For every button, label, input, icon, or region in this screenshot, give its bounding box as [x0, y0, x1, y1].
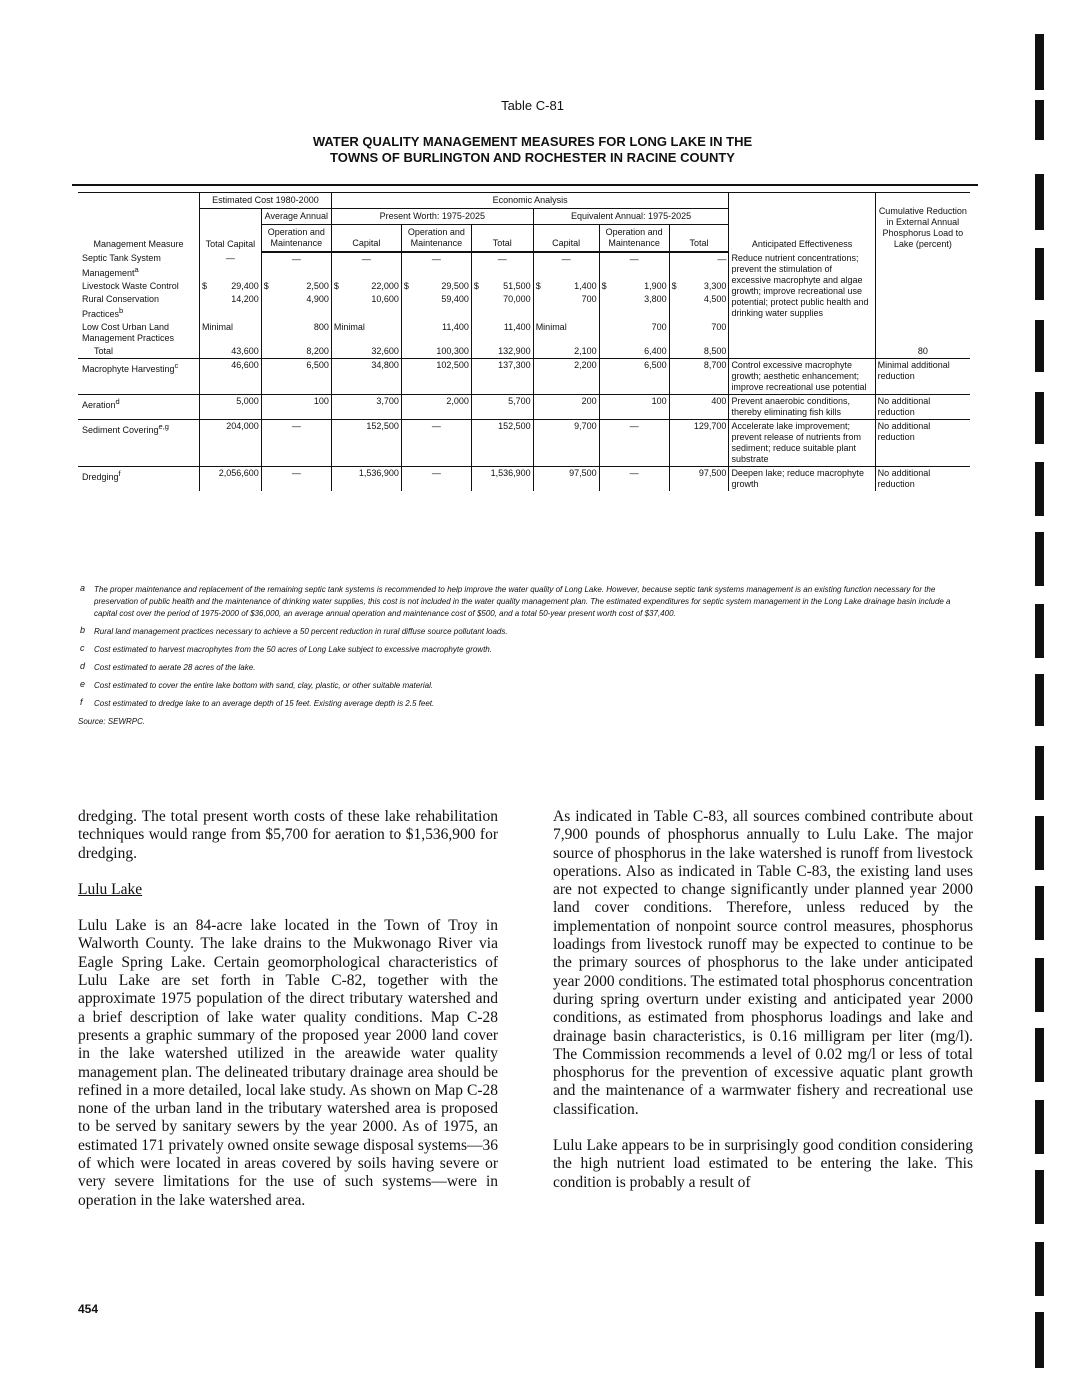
- cell-ea-capital: —: [533, 252, 599, 280]
- scan-mark: [1035, 816, 1044, 870]
- cell-ea-om: —: [599, 252, 669, 280]
- cell-total-capital: $ 29,400: [200, 280, 262, 293]
- cell-pw-capital: $ 22,000: [331, 280, 401, 293]
- header-pw-total: Total: [471, 225, 533, 253]
- cell-pw-capital: 3,700: [331, 395, 401, 420]
- row-measure: Livestock Waste Control: [78, 280, 200, 293]
- cell-ea-capital: 200: [533, 395, 599, 420]
- cell-pw-capital: 1,536,900: [331, 467, 401, 492]
- cell-avg-om: 800: [261, 321, 331, 345]
- table-title: [0, 134, 1065, 166]
- cell-pw-total: 137,300: [471, 359, 533, 395]
- cell-pw-om: 59,400: [401, 293, 471, 321]
- effectiveness-macrophyte: Control excessive macrophyte growth; aesthetic enhancement; improve recreational use potential: [729, 359, 875, 395]
- cell-avg-om: 4,900: [261, 293, 331, 321]
- cell-total-capital: 2,056,600: [200, 467, 262, 492]
- cell-pw-total: 152,500: [471, 420, 533, 467]
- section-heading: Lulu Lake: [78, 880, 143, 898]
- cell-ea-total: 4,500: [669, 293, 729, 321]
- scan-mark: [1035, 248, 1044, 300]
- cell-pw-capital: 34,800: [331, 359, 401, 395]
- cumulative-nonpoint: [875, 252, 970, 345]
- scan-mark: [1035, 746, 1044, 800]
- footnote: d Cost estimated to aerate 28 acres of the lake.: [80, 661, 256, 672]
- cell-pw-total: 5,700: [471, 395, 533, 420]
- cell-avg-om: 8,200: [261, 345, 331, 359]
- cell-total-capital: 46,600: [200, 359, 262, 395]
- cell-ea-capital: 2,100: [533, 345, 599, 359]
- cell-pw-om: —: [401, 252, 471, 280]
- table-row: [78, 420, 970, 467]
- cell-ea-total: 400: [669, 395, 729, 420]
- cell-total-capital: 5,000: [200, 395, 262, 420]
- cell-ea-capital: $ 1,400: [533, 280, 599, 293]
- scan-mark: [1035, 462, 1044, 516]
- header-total-capital: Total Capital: [200, 209, 262, 253]
- cell-ea-om: —: [599, 467, 669, 492]
- cell-ea-capital: 97,500: [533, 467, 599, 492]
- scan-mark: [1035, 1242, 1044, 1296]
- row-measure: Dredging$^f$: [78, 467, 200, 492]
- cell-pw-om: $ 29,500: [401, 280, 471, 293]
- scan-mark: [1035, 320, 1044, 372]
- cumulative-aeration: No additional reduction: [875, 395, 970, 420]
- body-column-right: [553, 808, 973, 1210]
- row-measure: Macrophyte Harvesting$^c$: [78, 359, 200, 395]
- effectiveness-nonpoint: Reduce nutrient concentrations; prevent the stimulation of excessive macrophyte and algae growth; improve recreational use potential; protect public health and drinking water supplies: [729, 252, 875, 345]
- scan-mark: [1035, 392, 1044, 444]
- cell-pw-capital: 32,600: [331, 345, 401, 359]
- cell-ea-total: 8,500: [669, 345, 729, 359]
- cell-pw-total: $ 51,500: [471, 280, 533, 293]
- cell-total-capital: —: [200, 252, 262, 280]
- page-number: 454: [78, 1302, 99, 1316]
- table-row: [78, 359, 970, 395]
- cell-ea-total: 8,700: [669, 359, 729, 395]
- cell-avg-om: —: [261, 252, 331, 280]
- cell-ea-om: 700: [599, 321, 669, 345]
- cell-ea-total: 700: [669, 321, 729, 345]
- cell-pw-capital: 152,500: [331, 420, 401, 467]
- cell-pw-om: —: [401, 467, 471, 492]
- cell-ea-total: 97,500: [669, 467, 729, 492]
- scan-mark: [1035, 886, 1044, 940]
- header-ea-om: Operation and Maintenance: [599, 225, 669, 253]
- header-economic-analysis: Economic Analysis: [331, 193, 729, 209]
- cell-pw-capital: —: [331, 252, 401, 280]
- scan-mark: [1035, 674, 1044, 726]
- cell-total-capital: 43,600: [200, 345, 262, 359]
- cell-ea-om: —: [599, 420, 669, 467]
- cell-pw-total: 11,400: [471, 321, 533, 345]
- cumulative-macrophyte: Minimal additional reduction: [875, 359, 970, 395]
- header-avg-om: Operation and Maintenance: [261, 225, 331, 253]
- cell-pw-om: 2,000: [401, 395, 471, 420]
- header-estimated-cost: Estimated Cost 1980-2000: [200, 193, 332, 209]
- table-source: Source: SEWRPC.: [78, 717, 146, 726]
- body-paragraph: dredging. The total present worth costs of these lake rehabilitation techniques would range from $5,700 for aeration to $1,536,900 for dredging.: [78, 808, 498, 862]
- body-column-left: [78, 808, 498, 1228]
- footnote: f Cost estimated to dredge lake to an average depth of 15 feet. Existing average depth is 2.5 feet.: [80, 697, 435, 708]
- footnote: b Rural land management practices necessary to achieve a 50 percent reduction in rural diffuse source pollutant loads.: [80, 625, 508, 636]
- effectiveness-aeration: Prevent anaerobic conditions, thereby eliminating fish kills: [729, 395, 875, 420]
- cell-total-capital: 204,000: [200, 420, 262, 467]
- cell-ea-total: $ 3,300: [669, 280, 729, 293]
- cell-pw-total: —: [471, 252, 533, 280]
- table-row: [78, 467, 970, 492]
- header-present-worth: Present Worth: 1975-2025: [331, 209, 533, 225]
- cell-avg-om: —: [261, 420, 331, 467]
- cell-pw-total: 132,900: [471, 345, 533, 359]
- header-ea-capital: Capital: [533, 225, 599, 253]
- scan-mark: [1035, 604, 1044, 658]
- cell-ea-capital: 2,200: [533, 359, 599, 395]
- cell-ea-om: $ 1,900: [599, 280, 669, 293]
- header-ea-total: Total: [669, 225, 729, 253]
- scan-mark: [1035, 1028, 1044, 1082]
- header-management-measure: Management Measure: [78, 193, 200, 253]
- row-measure: Low Cost Urban Land Management Practices: [78, 321, 200, 345]
- effectiveness-dredging: Deepen lake; reduce macrophyte growth: [729, 467, 875, 492]
- cell-pw-om: 102,500: [401, 359, 471, 395]
- cumulative-dredging: No additional reduction: [875, 467, 970, 492]
- footnote: a The proper maintenance and replacement of the remaining septic tank systems is recommended to help improve the water quality of Long Lake. However, because septic tank systems management is an existing function necessary for the preservation of public health and the maintenance of drinking water supplies, this cost is not included in the water quality management plan. The estimated expenditures for septic system management in the Long Lake drainage basin include a capital cost over the period of 1975-2000 of $36,000, an average annual operation and maintenance cost of $500, and a total 50-year present worth cost of $37,400.: [80, 583, 951, 618]
- scan-mark: [1035, 1170, 1044, 1224]
- row-measure: Aeration$^d$: [78, 395, 200, 420]
- cell-pw-total: 70,000: [471, 293, 533, 321]
- cell-total-capital: Minimal: [200, 321, 262, 345]
- table-row: [78, 395, 970, 420]
- cell-avg-om: —: [261, 467, 331, 492]
- cell-avg-om: $ 2,500: [261, 280, 331, 293]
- row-measure: Septic Tank System Management$^a$: [78, 252, 200, 280]
- cell-ea-capital: Minimal: [533, 321, 599, 345]
- cell-total-capital: 14,200: [200, 293, 262, 321]
- effectiveness-sediment: Accelerate lake improvement; prevent release of nutrients from sediment; reduce suitable plant substrate: [729, 420, 875, 467]
- effectiveness-total: [729, 345, 875, 359]
- scan-mark: [1035, 958, 1044, 1012]
- cell-ea-om: 6,500: [599, 359, 669, 395]
- table-footnotes: [78, 584, 970, 728]
- body-paragraph: Lulu Lake is an 84-acre lake located in the Town of Troy in Walworth County. The lake drains to the Mukwonago River via Eagle Spring Lake. Certain geomorphological characteristics of Lulu Lake are set forth in Table C-82, together with the approximate 1975 population of the direct tributary watershed and a brief description of lake water quality conditions. Map C-28 presents a graphic summary of the proposed year 2000 land cover in the lake watershed utilized in the areawide water quality management plan. The delineated tributary drainage area should be refined in a more detailed, local lake study. As shown on Map C-28 none of the urban land in the tributary watershed area is proposed to be served by sanitary sewers by the year 2000. As of 1975, an estimated 171 privately owned onsite sewage disposal systems—36 of which were located in areas covered by soils having severe or very severe limitations for the use of such systems—were in operation in the lake watershed area.: [78, 917, 498, 1209]
- cell-pw-om: 100,300: [401, 345, 471, 359]
- row-measure: Sediment Covering$^{e,g}$: [78, 420, 200, 467]
- cell-ea-capital: 700: [533, 293, 599, 321]
- body-paragraph: Lulu Lake appears to be in surprisingly good condition considering the high nutrient load estimated to be entering the lake. This condition is probably a result of: [553, 1137, 973, 1191]
- cumulative-sediment: No additional reduction: [875, 420, 970, 467]
- cell-ea-total: —: [669, 252, 729, 280]
- cell-ea-total: 129,700: [669, 420, 729, 467]
- cell-ea-capital: 9,700: [533, 420, 599, 467]
- cell-pw-om: 11,400: [401, 321, 471, 345]
- table-title-line-2: TOWNS OF BURLINGTON AND ROCHESTER IN RACINE COUNTY: [330, 150, 735, 165]
- header-cumulative-reduction: Cumulative Reduction in External Annual Phosphorus Load to Lake (percent): [875, 193, 970, 253]
- cell-pw-total: 1,536,900: [471, 467, 533, 492]
- table-top-rule: [72, 184, 978, 186]
- cell-pw-capital: 10,600: [331, 293, 401, 321]
- row-measure: Rural Conservation Practices$^b$: [78, 293, 200, 321]
- header-anticipated-effectiveness: Anticipated Effectiveness: [729, 193, 875, 253]
- cumulative-total: 80: [917, 346, 928, 356]
- header-equivalent-annual: Equivalent Annual: 1975-2025: [533, 209, 729, 225]
- scan-mark: [1035, 532, 1044, 586]
- table-row-total: [78, 345, 970, 359]
- scan-mark: [1035, 1312, 1044, 1368]
- header-pw-om: Operation and Maintenance: [401, 225, 471, 253]
- cell-pw-capital: Minimal: [331, 321, 401, 345]
- cell-ea-om: 6,400: [599, 345, 669, 359]
- scan-mark: [1035, 34, 1044, 90]
- measures-table: [78, 192, 970, 491]
- table-title-line-1: WATER QUALITY MANAGEMENT MEASURES FOR LONG LAKE IN THE: [312, 134, 753, 149]
- header-average-annual: Average Annual: [261, 209, 331, 225]
- scan-mark: [1035, 174, 1044, 230]
- body-paragraph: As indicated in Table C-83, all sources combined contribute about 7,900 pounds of phosphorus annually to Lulu Lake. The major source of phosphorus in the lake watershed is runoff from livestock operations. Also as indicated in Table C-83, the existing land uses are not expected to change significantly under planned year 2000 land cover conditions. Therefore, unless reduced by the implementation of nonpoint source control measures, phosphorus loadings from livestock runoff may be expected to continue to be the primary sources of phosphorus to the lake under anticipated year 2000 conditions. The estimated total phosphorus concentration during spring overturn under existing and anticipated year 2000 conditions, as estimated from phosphorus loadings and lake and drainage basin characteristics, is 0.16 milligram per liter (mg/l). The Commission recommends a level of 0.02 mg/l or less of total phosphorus for the prevention of excessive aquatic plant growth and the maintenance of a warmwater fishery and recreational use classification.: [553, 808, 973, 1118]
- header-pw-capital: Capital: [331, 225, 401, 253]
- row-measure: Total: [78, 345, 200, 359]
- table-row: [78, 252, 970, 280]
- cell-avg-om: 6,500: [261, 359, 331, 395]
- cell-pw-om: —: [401, 420, 471, 467]
- cell-ea-om: 100: [599, 395, 669, 420]
- cell-ea-om: 3,800: [599, 293, 669, 321]
- table-number: Table C-81: [501, 98, 564, 113]
- footnote: c Cost estimated to harvest macrophytes from the 50 acres of Long Lake subject to excessive macrophyte growth.: [80, 643, 492, 654]
- footnote: e Cost estimated to cover the entire lake bottom with sand, clay, plastic, or other suitable material.: [80, 679, 434, 690]
- cell-avg-om: 100: [261, 395, 331, 420]
- scan-mark: [1035, 1100, 1044, 1154]
